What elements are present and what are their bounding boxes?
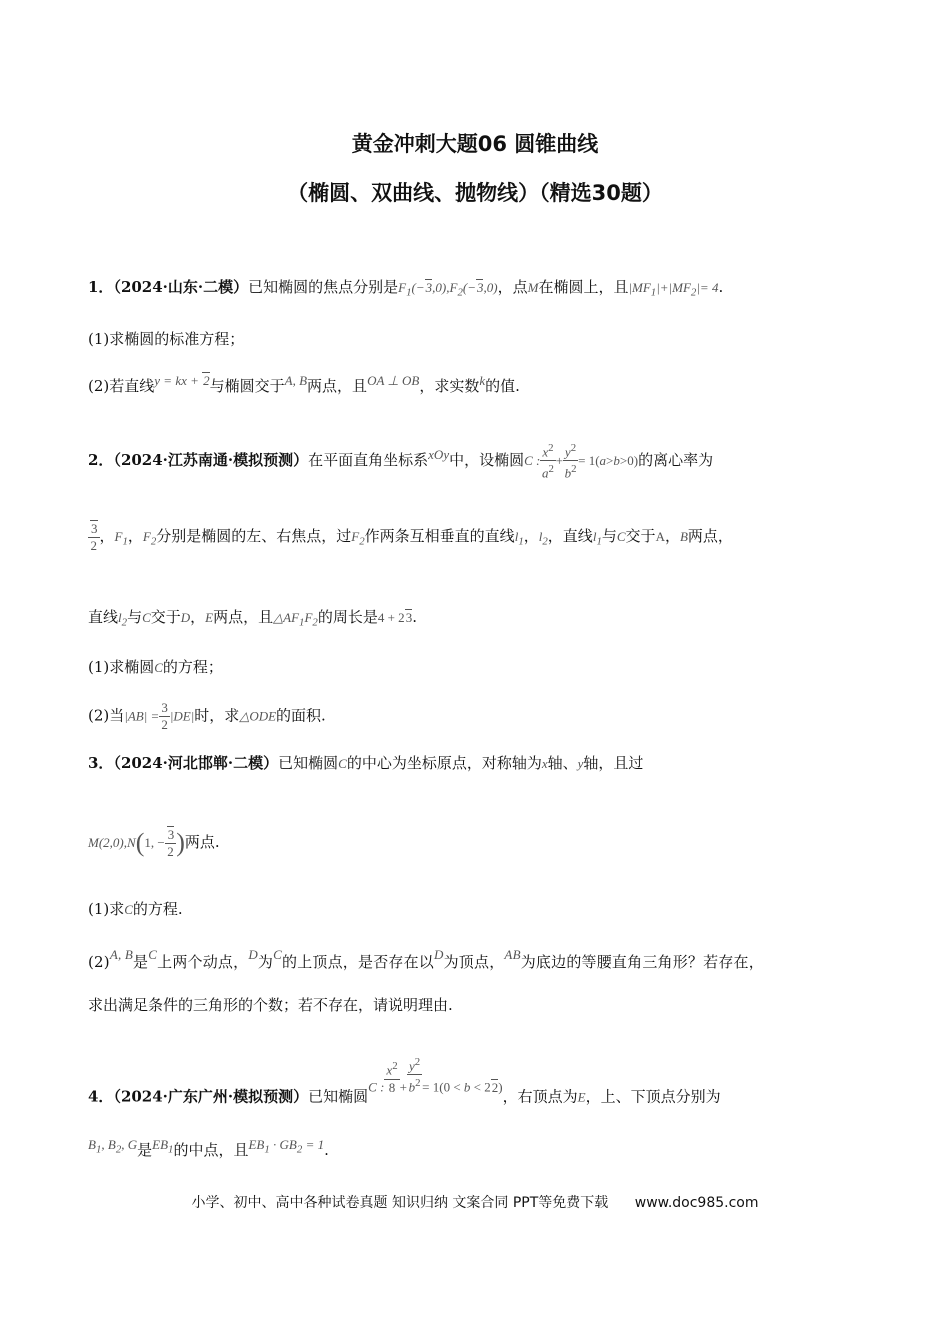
text: 的方程. bbox=[132, 900, 183, 918]
problem-source: （2024·山东·二模） bbox=[113, 278, 249, 296]
math-expr: C bbox=[338, 756, 347, 771]
text: 与 bbox=[127, 608, 143, 626]
text: ， bbox=[190, 608, 206, 626]
text: (1)求椭圆 bbox=[88, 658, 155, 676]
text: 的周长是 bbox=[317, 608, 378, 626]
text: 与 bbox=[601, 527, 617, 545]
math-expr: $|MF_1|+|MF_2|= 4$ bbox=[628, 280, 719, 299]
math-expr: $l_2$ bbox=[118, 610, 128, 629]
math-expr: C : bbox=[368, 1079, 385, 1095]
math-expr: 4 + 23 bbox=[377, 610, 413, 625]
math-frac: $\frac{3}{2}$ bbox=[88, 520, 100, 554]
text: 上两个动点， bbox=[157, 953, 249, 971]
page-title: 黄金冲刺大题06 圆锥曲线 bbox=[351, 132, 599, 156]
text: 与椭圆交于 bbox=[209, 377, 285, 395]
math-expr: △ODE bbox=[239, 708, 277, 724]
text: 轴、 bbox=[547, 754, 578, 772]
problem-2-line3 bbox=[88, 606, 890, 634]
math-expr: AB bbox=[504, 947, 521, 962]
math-expr: x bbox=[541, 756, 548, 771]
text: 两点， bbox=[687, 527, 733, 545]
text: 时，求 bbox=[194, 706, 240, 725]
text: 轴，且过 bbox=[583, 754, 644, 772]
problem-4-stem: 4．（2024·广东广州·模拟预测）已知椭圆C : $\frac{x^2}{8}$ + $\frac{y^2}{b^2}$ = 1(0 < b < 22)，右顶点为E，上、下顶点分别为 bbox=[88, 1056, 721, 1106]
problem-1-q2 bbox=[88, 370, 890, 397]
math-expr: |AB| = bbox=[124, 708, 160, 724]
math-frac: $\frac{x^2}{8}$ bbox=[386, 1060, 398, 1095]
text: (2) bbox=[88, 953, 110, 971]
text: 中，设椭圆 bbox=[449, 450, 525, 469]
math-expr: M(2,0),N bbox=[88, 835, 136, 850]
text: 两点. bbox=[184, 833, 220, 851]
page-subtitle: （椭圆、双曲线、抛物线）（精选30题） bbox=[287, 181, 663, 205]
math-expr: C bbox=[616, 529, 626, 544]
text: . bbox=[412, 608, 417, 626]
math-expr: D bbox=[180, 610, 191, 625]
problem-4-line2 bbox=[88, 1134, 890, 1161]
problem-2-q2: (2)当|AB| = $\frac{3}{2}$ |DE|时，求△ODE的面积. bbox=[88, 700, 326, 732]
text: (2)若直线 bbox=[88, 377, 155, 395]
text: 为底边的等腰直角三角形？若存在， bbox=[520, 953, 764, 971]
problem-1-stem: 1．（2024·山东·二模）已知椭圆的焦点分别是$F_1(-3,0),F_2(-3,0)$，点M在椭圆上，且$|MF_1|+|MF_2|= 4$. bbox=[88, 278, 724, 299]
math-expr: B bbox=[679, 529, 688, 544]
text: (2)当 bbox=[88, 706, 125, 725]
problem-2-stem: 2．（2024·江苏南通·模拟预测）在平面直角坐标系xOy中，设椭圆C : $\frac{x^2}{a^2}$ + $\frac{y^2}{b^2}$ = 1(a>b>0)的离心率为 bbox=[88, 442, 714, 481]
math-frac: $\frac{y^2}{b^2}$ bbox=[564, 442, 577, 481]
text: 已知椭圆的焦点分别是 bbox=[248, 278, 399, 296]
problem-number: 2． bbox=[88, 450, 114, 469]
problem-3-q1 bbox=[88, 898, 890, 921]
problem-3-stem bbox=[88, 752, 890, 775]
math-expr: $F_2$ bbox=[142, 529, 157, 548]
math-frac: $\frac{x^2}{a^2}$ bbox=[542, 442, 554, 481]
math-expr: y = kx + 2 bbox=[154, 373, 210, 388]
math-expr: $l_2$ bbox=[538, 529, 548, 548]
problem-source: （2024·河北邯郸·二模） bbox=[113, 754, 279, 772]
text: 是 bbox=[137, 1141, 153, 1159]
math-expr: xOy bbox=[428, 446, 450, 462]
text: ，上、下顶点分别为 bbox=[585, 1087, 721, 1106]
math-expr: C bbox=[124, 902, 133, 917]
problem-1-q1 bbox=[88, 328, 890, 350]
math-expr: $\triangle AF_1F_2$ bbox=[273, 610, 318, 629]
text: 两点，且 bbox=[213, 608, 274, 626]
footer-link[interactable]: www.doc985.com bbox=[634, 1195, 759, 1211]
text: 的中点，且 bbox=[173, 1141, 249, 1159]
math-expr: $F_2$ bbox=[351, 529, 365, 548]
text: 在椭圆上，且 bbox=[538, 278, 629, 296]
math-expr: y bbox=[577, 756, 584, 771]
math-expr: A, B bbox=[284, 373, 308, 388]
math-expr: A, B bbox=[109, 947, 134, 962]
math-expr: $B_1$, $B_2$, G bbox=[88, 1137, 138, 1156]
math-frac: $\frac{3}{2}$ bbox=[161, 700, 168, 732]
text: 是 bbox=[133, 953, 149, 971]
math-expr: E bbox=[205, 610, 214, 625]
text: (1)求椭圆的标准方程； bbox=[88, 330, 245, 348]
text: 在平面直角坐标系 bbox=[308, 450, 429, 469]
text: 直线 bbox=[88, 608, 119, 626]
math-expr: $EB_1 \cdot GB_2 = 1$ bbox=[248, 1137, 325, 1156]
problem-2-line2 bbox=[88, 520, 890, 554]
problem-source: （2024·江苏南通·模拟预测） bbox=[113, 450, 309, 469]
math-expr: D bbox=[248, 947, 258, 962]
text: 两点，且 bbox=[307, 377, 368, 395]
problem-3-q2 bbox=[88, 944, 890, 973]
text: 的中心为坐标原点，对称轴为 bbox=[346, 754, 542, 772]
math-expr: A bbox=[655, 529, 665, 544]
text: (1)求 bbox=[88, 900, 125, 918]
text: ，右顶点为 bbox=[502, 1087, 578, 1106]
problem-number: 4． bbox=[88, 1087, 114, 1106]
text: ， bbox=[99, 527, 115, 545]
math-expr: C bbox=[142, 610, 151, 625]
text: 的面积. bbox=[276, 706, 326, 725]
page-footer bbox=[0, 1192, 950, 1212]
problem-3-q2-cont bbox=[88, 994, 890, 1016]
math-expr: OA ⊥ OB bbox=[367, 373, 420, 388]
text: ， bbox=[523, 527, 539, 545]
text: 的方程； bbox=[162, 658, 223, 676]
math-expr: C bbox=[154, 660, 163, 675]
problem-number: 3． bbox=[88, 754, 114, 772]
text: 的离心率为 bbox=[638, 450, 714, 469]
text: 交于 bbox=[150, 608, 181, 626]
math-frac: $\frac{y^2}{b^2}$ bbox=[408, 1056, 421, 1095]
math-expr: D bbox=[434, 947, 444, 962]
math-expr: $EB_1$ bbox=[152, 1137, 174, 1156]
math-frac: $\frac{3}{2}$ bbox=[165, 826, 177, 860]
problem-3-line2: M(2,0),N(1, − $\frac{3}{2}$ )两点. bbox=[88, 827, 220, 859]
math-expr: M bbox=[527, 280, 539, 295]
text: 为顶点， bbox=[443, 953, 505, 971]
text: 为 bbox=[257, 953, 274, 971]
text: 求出满足条件的三角形的个数；若不存在，请说明理由. bbox=[88, 996, 453, 1014]
text: 已知椭圆 bbox=[308, 1087, 369, 1106]
text: . bbox=[324, 1141, 329, 1159]
text: 的上顶点，是否存在以 bbox=[282, 953, 435, 971]
math-expr: $l_1$ bbox=[514, 529, 524, 548]
math-expr: $F_1(-3,0),F_2(-3,0)$ bbox=[398, 280, 498, 299]
footer-text: 小学、初中、高中各种试卷真题 知识归纳 文案合同 PPT等免费下载 bbox=[191, 1195, 609, 1211]
text: ，直线 bbox=[547, 527, 593, 545]
text: 分别是椭圆的左、右焦点，过 bbox=[156, 527, 352, 545]
text: ， bbox=[127, 527, 143, 545]
text: ， bbox=[664, 527, 680, 545]
math-expr: E bbox=[577, 1089, 586, 1105]
problem-2-q1 bbox=[88, 656, 890, 679]
text: 已知椭圆 bbox=[278, 754, 339, 772]
math-expr: $l_1$ bbox=[592, 529, 602, 548]
text: 的值. bbox=[485, 377, 520, 395]
text: 交于 bbox=[625, 527, 656, 545]
text: 作两条互相垂直的直线 bbox=[364, 527, 515, 545]
text: ，求实数 bbox=[419, 377, 480, 395]
problem-source: （2024·广东广州·模拟预测） bbox=[113, 1087, 309, 1106]
math-expr: C bbox=[148, 947, 158, 962]
math-expr: k bbox=[479, 373, 486, 388]
problem-number: 1． bbox=[88, 278, 114, 296]
math-expr: $F_1$ bbox=[114, 529, 128, 548]
math-expr: C bbox=[273, 947, 282, 962]
text: ，点 bbox=[497, 278, 528, 296]
math-expr: C : bbox=[524, 452, 541, 468]
